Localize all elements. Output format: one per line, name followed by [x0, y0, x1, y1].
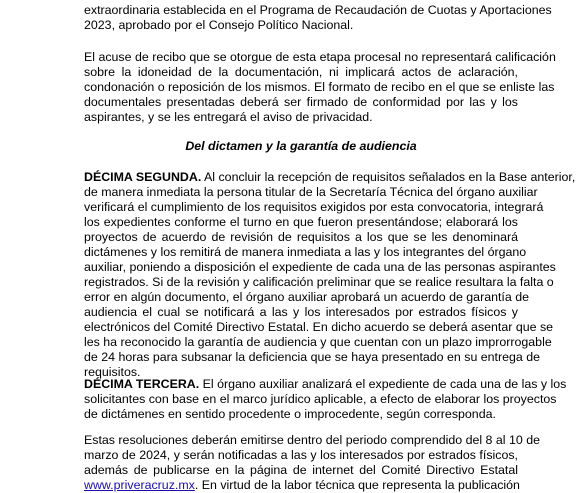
clause-label-decima-segunda: DÉCIMA SEGUNDA. — [84, 170, 202, 184]
p3-line-1-text: Al concluir la recepción de requisitos señalados en la Base anterior, — [204, 170, 576, 184]
p5-line-1: Estas resoluciones deberán emitirse dentro del periodo comprendido del 8 al 10 de — [84, 433, 540, 447]
p3-line-11: electrónicos del Comité Directivo Estatal. En dicho acuerdo se deberá asentar que se — [84, 320, 554, 334]
p2-line-4: documentales presentadas deberá ser firmado de conformidad por las y los — [84, 95, 518, 109]
p2-line-3: condonación o reposición de los mismos. El formato de recibo en el que se enliste las — [84, 80, 555, 94]
clause-label-decima-tercera: DÉCIMA TERCERA. — [84, 377, 200, 391]
p3-line-13: de 24 horas para subsanar la deficiencia que se haya presentado en su entrega de — [84, 350, 541, 364]
p2-line-1: El acuse de recibo que se otorgue de esta etapa procesal no representará calificación — [84, 50, 556, 64]
p3-line-8: registrados. Si de la revisión y calificación preliminar que se realice resultara la falta o — [84, 275, 554, 289]
p5-line-4 — [84, 478, 518, 493]
p5-line-3: además de publicarse en la página de internet del Comité Directivo Estatal — [84, 463, 518, 477]
p5-line-2: marzo de 2024, y serán notificadas a las y los interesados por estrados físicos, — [84, 448, 518, 462]
p3-line-14: requisitos. — [84, 365, 141, 379]
section-heading: Del dictamen y la garantía de audiencia — [185, 139, 417, 153]
p3-line-2: de manera inmediata la persona titular de la Secretaría Técnica del órgano auxiliar — [84, 185, 538, 199]
p4-line-1-text: El órgano auxiliar analizará el expediente de cada una de las y los — [202, 377, 567, 391]
p4-line-3: de dictámenes en sentido procedente o improcedente, según corresponda. — [84, 407, 496, 421]
p4-line-2: solicitantes con base en el marco jurídico aplicable, a efecto de elaborar los proyectos — [84, 392, 557, 406]
p3-line-12: les ha reconocido la garantía de audiencia y que cuentan con un plazo improrrogable — [84, 335, 552, 349]
p3-line-1 — [84, 170, 576, 185]
p1-line-2: 2023, aprobado por el Consejo Político Nacional. — [84, 18, 354, 32]
p5-line-4-text: . En virtud de la labor técnica que representa la publicación — [194, 478, 520, 492]
p2-line-5: aspirantes, y se les entregará el aviso de privacidad. — [84, 110, 373, 124]
p3-line-3: verificará el cumplimiento de los requisitos exigidos por esta convocatoria, integrará — [84, 200, 544, 214]
p3-line-9: error en algún documento, el órgano auxiliar aprobará un acuerdo de garantía de — [84, 290, 529, 304]
website-link[interactable]: www.priveracruz.mx — [84, 478, 195, 492]
p3-line-4: los expedientes conforme el turno en que fueron presentándose; elaborará los — [84, 215, 518, 229]
p2-line-2: sobre la idoneidad de la documentación, ni implicará actos de aclaración, — [84, 65, 518, 79]
p3-line-6: dictámenes y los remitirá de manera inmediata a las y los integrantes del órgano — [84, 245, 527, 259]
p3-line-10: audiencia el cual se notificará a las y los interesados por estrados físicos y — [84, 305, 518, 319]
p1-line-1: extraordinaria establecida en el Programa de Recaudación de Cuotas y Aportaciones — [84, 3, 552, 17]
p4-line-1 — [84, 377, 567, 392]
p3-line-5: proyectos de acuerdo de revisión de requisitos a los que se les denominará — [84, 230, 518, 244]
p3-line-7: auxiliar, poniendo a disposición el expediente de cada una de las personas aspirantes — [84, 260, 556, 274]
